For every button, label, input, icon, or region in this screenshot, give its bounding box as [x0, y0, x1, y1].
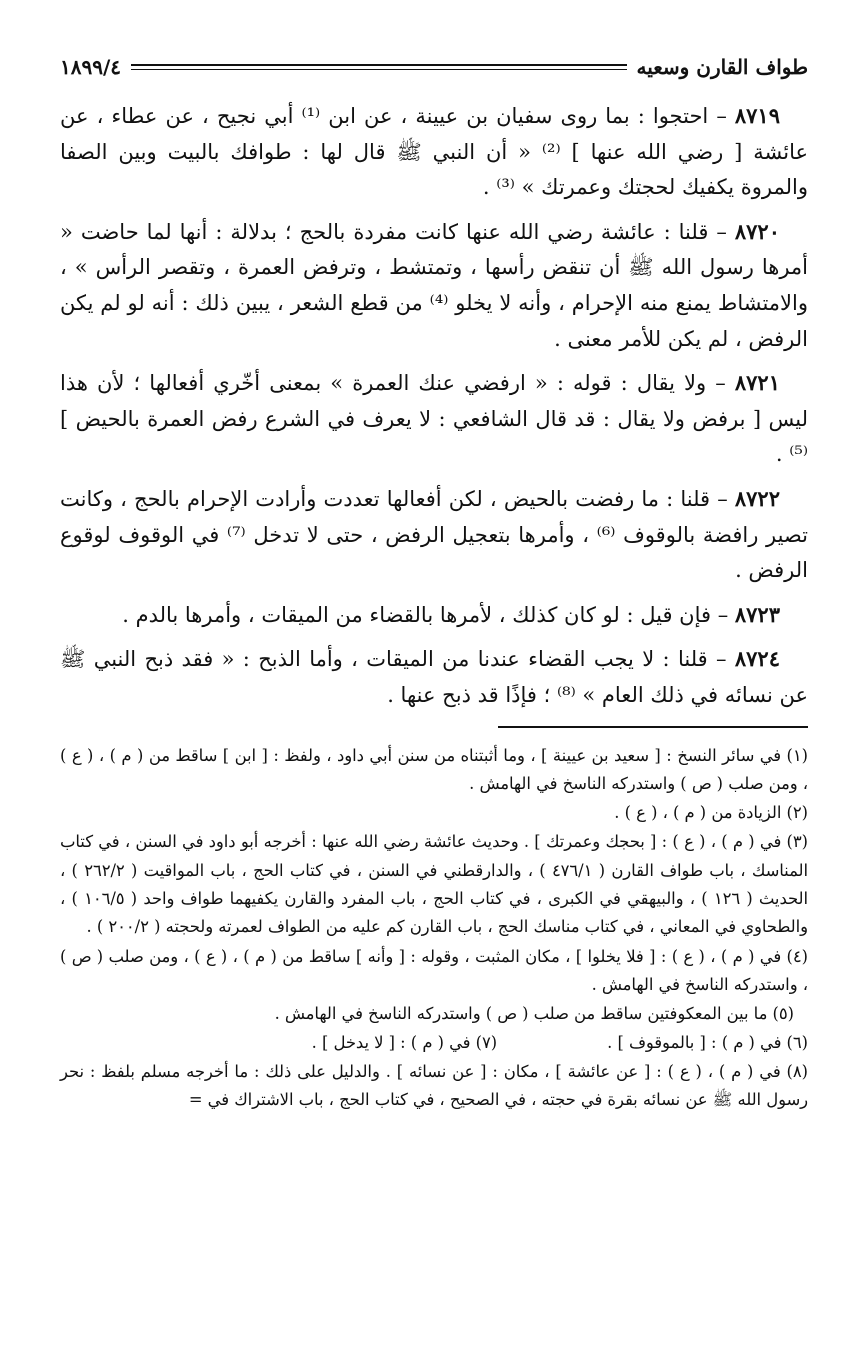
paragraph	[60, 214, 808, 357]
paragraph-number: ٨٧٢٤	[734, 646, 780, 672]
page	[60, 48, 808, 1115]
footnote: (٣) في ( م ) ، ( ع ) : [ بحجك وعمرتك ] . وحديث عائشة رضي الله عنها : أخرجه أبو داود في السنن ، في كتاب المناسك ، باب طواف القارن ( ٤٧٦/١ ) ، والدارقطني في السنن ، في كتاب الحج ، باب المواقيت ( ٢٦٢/٢ ) ، الحديث ( ١٢٦ ) ، والبيهقي في الكبرى ، في كتاب الحج ، باب المفرد والقارن يكفيهما طواف واحد ( ١٠٦/٥ ) ، والطحاوي في المعاني ، في كتاب مناسك الحج ، باب القارن كم عليه من الطواف لعمرته ولحجته ( ٢٠٠/٢ ) .	[60, 832, 808, 937]
paragraph-number: ٨٧٢٢	[734, 485, 780, 511]
footnotes	[60, 742, 808, 1115]
paragraph-text: – قلنا : عائشة رضي الله عنها كانت مفردة بالحج ؛ بدلالة : أنها لما حاضت « أمرها رسول الله ﷺ أن تنقض رأسها ، وتمتشط ، وترفض العمرة ، وتقصر الرأس » ، والامتشاط يمنع منه الإحرام ، وأنه لا يخلو ⁽⁴⁾ من قطع الشعر ، يبين ذلك : أنه لو لم يكن الرفض ، لم يكن للأمر معنى .	[60, 219, 808, 351]
paragraph-text: – قلنا : لا يجب القضاء عندنا من الميقات ، وأما الذبح : « فقد ذبح النبي ﷺ عن نسائه في ذلك العام » ⁽⁸⁾ ؛ فإذًا قد ذبح عنها .	[60, 647, 808, 707]
paragraph-text: – قلنا : ما رفضت بالحيض ، لكن أفعالها تعددت وأرادت الإحرام بالحج ، وكانت تصير رافضة بالوقوف ⁽⁶⁾ ، وأمرها بتعجيل الرفض ، حتى لا تدخل ⁽⁷⁾ في الوقوف لوقوع الرفض .	[60, 486, 808, 583]
footnote: (٢) الزيادة من ( م ) ، ( ع ) .	[614, 803, 808, 823]
paragraph-text: – احتجوا : بما روى سفيان بن عيينة ، عن ابن ⁽¹⁾ أبي نجيح ، عن عطاء ، عن عائشة [ رضي الله عنها ] ⁽²⁾ « أن النبي ﷺ قال لها : طوافك بالبيت وبين الصفا والمروة يكفيك لحجتك وعمرتك » ⁽³⁾ .	[60, 104, 808, 200]
paragraph-number: ٨٧١٩	[734, 103, 780, 128]
paragraph	[60, 98, 808, 206]
paragraph	[60, 365, 808, 473]
paragraph-text: – فإن قيل : لو كان كذلك ، لأمرها بالقضاء من الميقات ، وأمرها بالدم .	[122, 602, 735, 627]
footnote: (٨) في ( م ) ، ( ع ) : [ عن عائشة ] ، مكان : [ عن نسائه ] . والدليل على ذلك : ما أخرجه مسلم بلفظ : نحر رسول الله ﷺ عن نسائه بقرة في حجته ، في الصحيح ، في كتاب الحج ، باب الاشتراك في =	[60, 1061, 808, 1110]
footnote: (٦) في ( م ) : [ بالموقوف ] .	[607, 1033, 808, 1053]
footnote-pair	[60, 1029, 808, 1057]
header-rule	[131, 64, 626, 70]
paragraph-number: ٨٧٢٠	[734, 218, 780, 244]
footnote: (٧) في ( م ) : [ لا يدخل ] .	[311, 1033, 498, 1053]
paragraph	[60, 597, 808, 634]
footnote: (٤) في ( م ) ، ( ع ) : [ فلا يخلوا ] ، مكان المثبت ، وقوله : [ وأنه ] ساقط من ( م ) ، ( ع ) ، ومن صلب ( ص ) ، واستدركه الناسخ في الهامش .	[60, 946, 808, 994]
page-number: ١٨٩٩/٤	[60, 55, 122, 79]
paragraph	[60, 481, 808, 589]
paragraph-number: ٨٧٢١	[734, 370, 780, 396]
running-header	[60, 48, 808, 86]
main-text	[60, 98, 808, 714]
footnote-separator	[498, 726, 808, 728]
footnote: (٥) ما بين المعكوفتين ساقط من صلب ( ص ) واستدركه الناسخ في الهامش .	[274, 1004, 794, 1024]
header-title: طواف القارن وسعيه	[636, 55, 808, 79]
paragraph	[60, 641, 808, 713]
paragraph-number: ٨٧٢٣	[734, 601, 780, 627]
footnote: (١) في سائر النسخ : [ سعيد بن عيينة ] ، وما أثبتناه من سنن أبي داود ، ولفظ : [ ابن ] ساقط من ( م ) ، ( ع ) ، ومن صلب ( ص ) واستدركه الناسخ في الهامش .	[60, 745, 808, 793]
paragraph-text: – ولا يقال : قوله : « ارفضي عنك العمرة » بمعنى أخّري أفعالها ؛ لأن هذا ليس [ برفض ولا يقال : قد قال الشافعي : لا يعرف في الشرع رفض العمرة بالحيض ] ⁽⁵⁾ .	[60, 371, 808, 467]
